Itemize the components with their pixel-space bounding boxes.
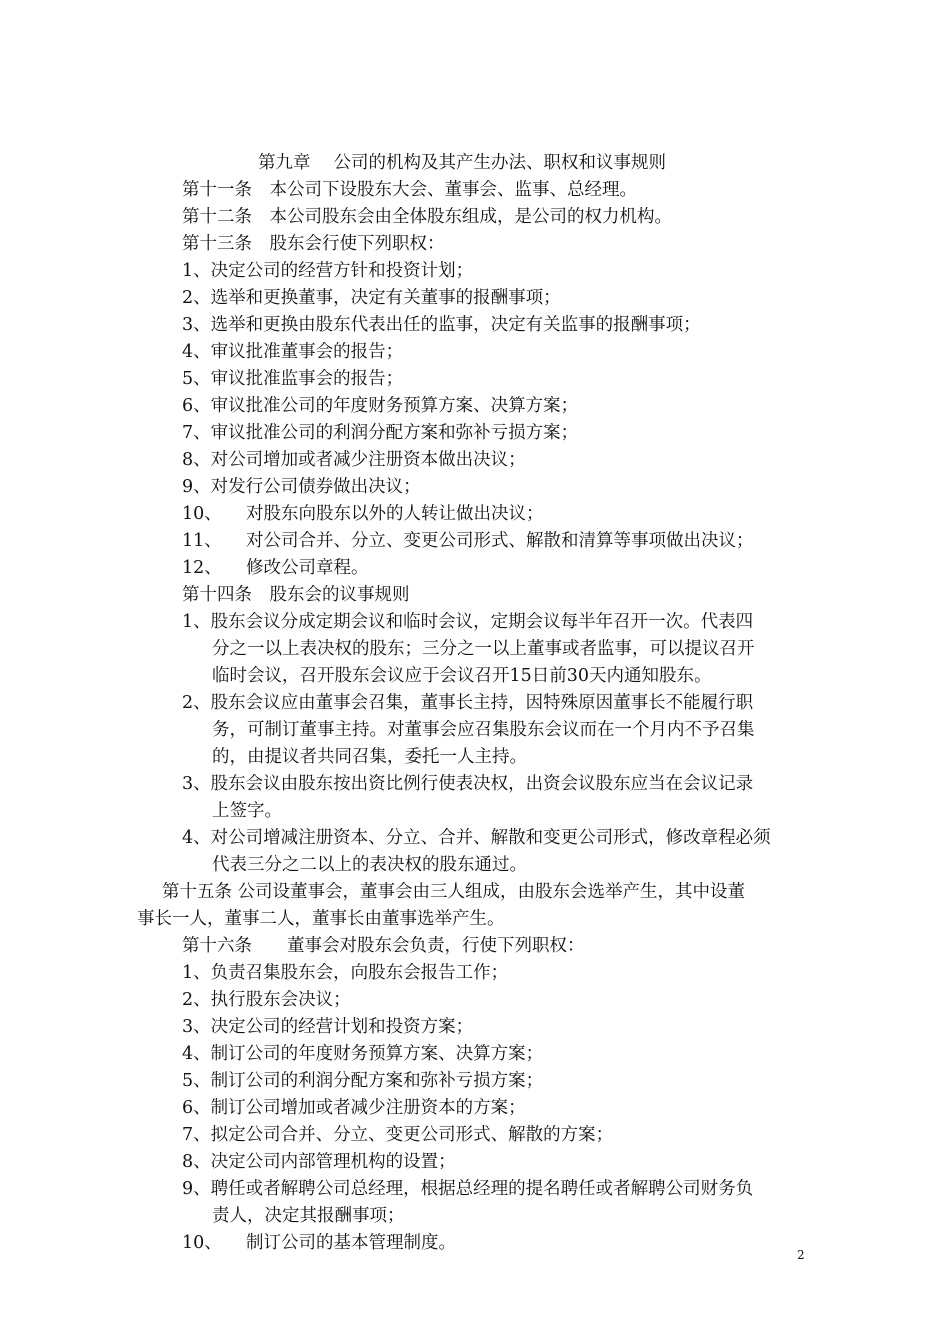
article-11: 第十一条 本公司下设股东大会、董事会、监事、总经理。 xyxy=(182,180,637,200)
list-item-text: 制订公司的基本管理制度。 xyxy=(246,1233,456,1253)
list-item-number: 11、 xyxy=(182,531,222,551)
list-item: 1、决定公司的经营方针和投资计划； xyxy=(182,261,474,281)
rule-3-line-1: 3、股东会议由股东按出资比例行使表决权，出资会议股东应当在会议记录 xyxy=(182,774,754,794)
list-item: 5、审议批准监事会的报告； xyxy=(182,369,404,389)
list-item: 6、审议批准公司的年度财务预算方案、决算方案； xyxy=(182,396,579,416)
list-item-number: 12、 xyxy=(182,558,222,578)
article-14: 第十四条 股东会的议事规则 xyxy=(182,585,410,605)
list-item: 3、选举和更换由股东代表出任的监事，决定有关监事的报酬事项； xyxy=(182,315,701,335)
list-item: 4、制订公司的年度财务预算方案、决算方案； xyxy=(182,1044,544,1064)
article-15-line-1: 第十五条 公司设董事会，董事会由三人组成，由股东会选举产生，其中设董 xyxy=(162,882,746,902)
list-item: 5、制订公司的利润分配方案和弥补亏损方案； xyxy=(182,1071,544,1091)
list-item: 8、决定公司内部管理机构的设置； xyxy=(182,1152,456,1172)
list-item: 4、审议批准董事会的报告； xyxy=(182,342,404,362)
chapter-title: 第九章 公司的机构及其产生办法、职权和议事规则 xyxy=(258,153,667,173)
list-item: 3、决定公司的经营计划和投资方案； xyxy=(182,1017,474,1037)
list-item-text: 修改公司章程。 xyxy=(246,558,369,578)
list-item: 1、负责召集股东会，向股东会报告工作； xyxy=(182,963,509,983)
list-item: 2、执行股东会决议； xyxy=(182,990,351,1010)
rule-2-line-1: 2、股东会议应由董事会召集，董事长主持，因特殊原因董事长不能履行职 xyxy=(182,693,754,713)
article-15-line-2: 事长一人，董事二人，董事长由董事选举产生。 xyxy=(137,909,505,929)
list-item-text: 对公司合并、分立、变更公司形式、解散和清算等事项做出决议； xyxy=(246,531,754,551)
rule-3-line-2: 上签字。 xyxy=(212,801,282,821)
rule-2-line-2: 务，可制订董事主持。对董事会应召集股东会议而在一个月内不予召集 xyxy=(212,720,755,740)
power-9-line-2: 责人，决定其报酬事项； xyxy=(212,1206,405,1226)
rule-1-line-1: 1、股东会议分成定期会议和临时会议，定期会议每半年召开一次。代表四 xyxy=(182,612,754,632)
article-16: 第十六条 董事会对股东会负责，行使下列职权： xyxy=(182,936,585,956)
list-item-text: 对股东向股东以外的人转让做出决议； xyxy=(246,504,544,524)
article-13: 第十三条 股东会行使下列职权： xyxy=(182,234,445,254)
rule-4-line-1: 4、对公司增减注册资本、分立、合并、解散和变更公司形式，修改章程必须 xyxy=(182,828,771,848)
page-number: 2 xyxy=(797,1248,805,1262)
list-item-number: 10、 xyxy=(182,504,222,524)
rule-1-line-2: 分之一以上表决权的股东；三分之一以上董事或者监事，可以提议召开 xyxy=(212,639,755,659)
article-12: 第十二条 本公司股东会由全体股东组成，是公司的权力机构。 xyxy=(182,207,672,227)
list-item: 7、拟定公司合并、分立、变更公司形式、解散的方案； xyxy=(182,1125,614,1145)
list-item: 2、选举和更换董事，决定有关董事的报酬事项； xyxy=(182,288,561,308)
rule-2-line-3: 的，由提议者共同召集，委托一人主持。 xyxy=(212,747,527,767)
rule-1-line-3: 临时会议，召开股东会议应于会议召开15日前30天内通知股东。 xyxy=(212,666,712,686)
rule-4-line-2: 代表三分之二以上的表决权的股东通过。 xyxy=(212,855,527,875)
list-item: 8、对公司增加或者减少注册资本做出决议； xyxy=(182,450,526,470)
list-item-number: 10、 xyxy=(182,1233,222,1253)
list-item: 7、审议批准公司的利润分配方案和弥补亏损方案； xyxy=(182,423,579,443)
list-item: 9、对发行公司债券做出决议； xyxy=(182,477,421,497)
power-9-line-1: 9、聘任或者解聘公司总经理，根据总经理的提名聘任或者解聘公司财务负 xyxy=(182,1179,754,1199)
list-item: 6、制订公司增加或者减少注册资本的方案； xyxy=(182,1098,526,1118)
